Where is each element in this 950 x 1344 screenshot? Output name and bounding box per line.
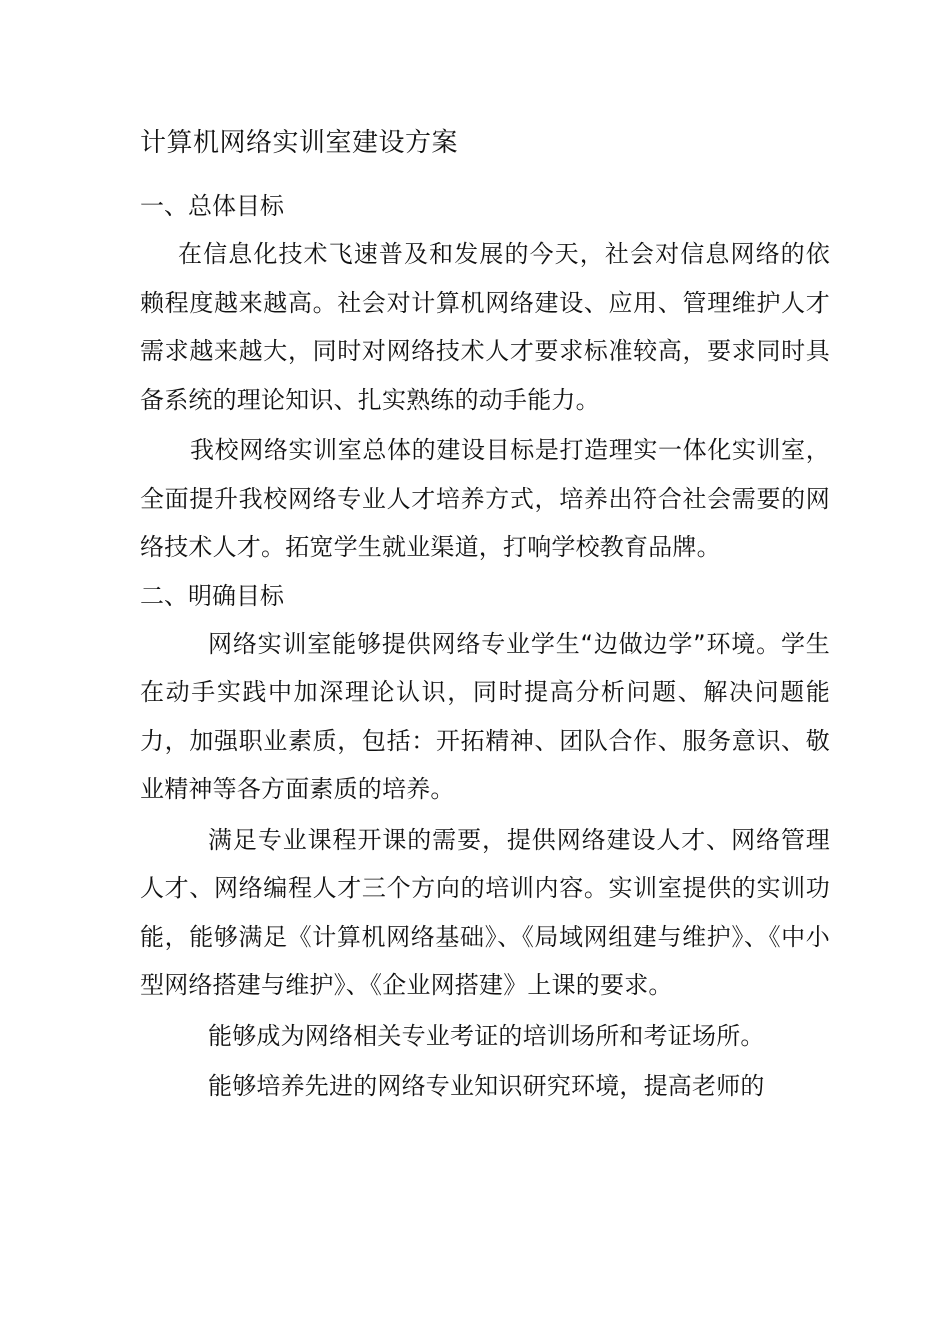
document-title: 计算机网络实训室建设方案 [140,128,459,158]
paragraph: 能够成为网络相关专业考证的培训场所和考证场所。 [208,1021,765,1050]
paragraph: 满足专业课程开课的需要，提供网络建设人才、网络管理人才、网络编程人才三个方向的培训内容。实训室提供的实训功能，能够满足《计算机网络基础》、《局域网组建与维护》、《中小型网络搭建与维护》、《企业网搭建》上课的要求。 [140,825,830,999]
section-heading: 二、明确目标 [140,581,284,610]
paragraph: 网络实训室能够提供网络专业学生“边做边学”环境。学生在动手实践中加深理论认识，同时提高分析问题、解决问题能力，加强职业素质，包括：开拓精神、团队合作、服务意识、敬业精神等各方面素质的培养。 [140,629,830,803]
paragraph: 我校网络实训室总体的建设目标是打造理实一体化实训室，全面提升我校网络专业人才培养方式，培养出符合社会需要的网络技术人才。拓宽学生就业渠道，打响学校教育品牌。 [140,436,830,561]
section-overall-goal [140,182,830,572]
paragraph: 能够培养先进的网络专业知识研究环境，提高老师的 [208,1072,765,1100]
section-specific-goal [140,572,830,1111]
document-page [140,118,830,1111]
paragraph: 在信息化技术飞速普及和发展的今天，社会对信息网络的依赖程度越来越高。社会对计算机网络建设、应用、管理维护人才需求越来越大，同时对网络技术人才要求标准较高，要求同时具备系统的理论知识、扎实熟练的动手能力。 [140,240,830,414]
section-heading: 一、总体目标 [140,192,284,220]
